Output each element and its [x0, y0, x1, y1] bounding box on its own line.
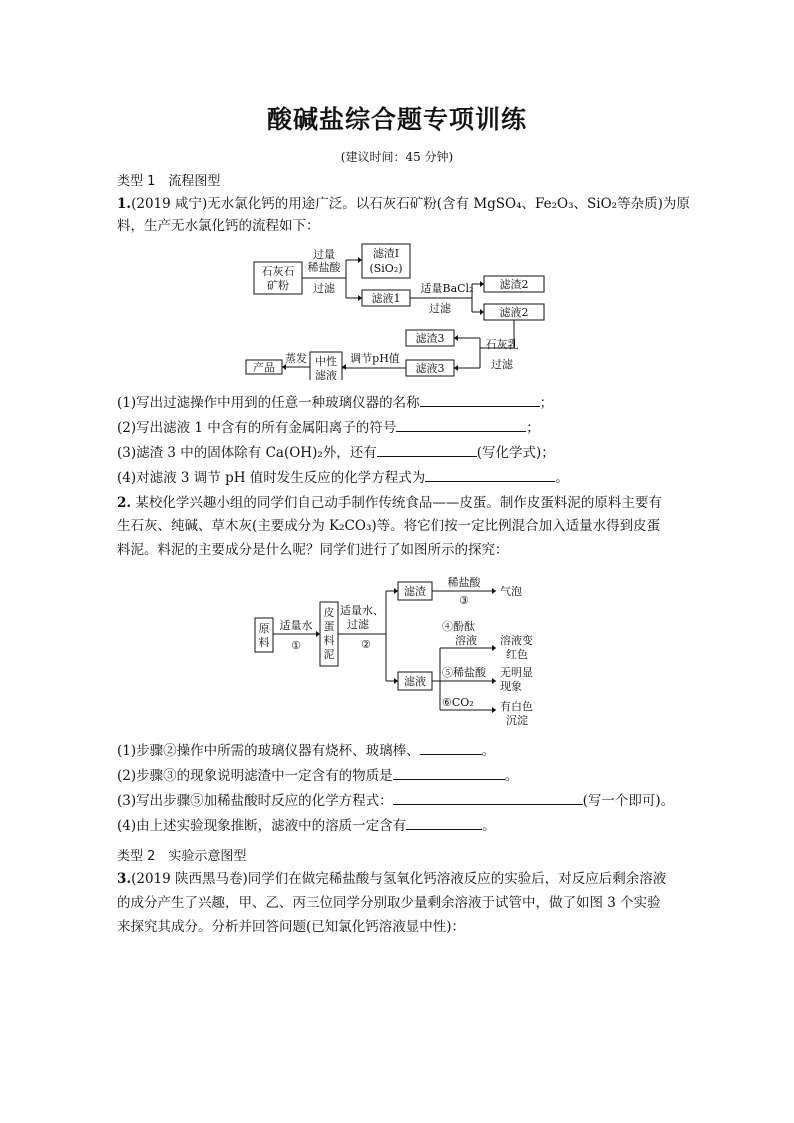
- q1-sub4: [117, 467, 569, 488]
- label-step1-num: ①: [291, 639, 301, 652]
- label-bubble: 气泡: [500, 585, 522, 598]
- section-type-1: 类型 1 流程图型: [117, 174, 221, 189]
- q2-sub3: [117, 790, 674, 811]
- q1-number: 1.: [117, 196, 132, 212]
- label-step2-b: 过滤: [347, 618, 369, 631]
- label-acid-num: ③: [459, 594, 469, 607]
- label-step2: 适量BaCl₂: [420, 282, 474, 295]
- q1-sub3: [117, 442, 555, 463]
- answer-blank[interactable]: [425, 467, 555, 482]
- q1-sub4-end: 。: [555, 470, 569, 486]
- label-step1-a: 过量: [313, 248, 335, 261]
- label-paste-1: 皮: [323, 606, 335, 619]
- label-product: 产品: [253, 361, 275, 374]
- section-type-2: 类型 2 实验示意图型: [117, 849, 247, 864]
- q2-sub2-end: 。: [504, 768, 519, 784]
- label-raw-2: 矿粉: [267, 279, 289, 292]
- q2-sub2-text: (2)步骤③的现象说明滤渣中一定含有的物质是: [117, 768, 393, 784]
- q2-sub2: [117, 765, 518, 786]
- answer-blank[interactable]: [393, 790, 583, 805]
- label-b4-b: 溶液: [455, 634, 477, 647]
- q1-sub3-text: (3)滤渣 3 中的固体除有 Ca(OH)₂外，还有: [117, 445, 377, 461]
- label-raw-1: 石灰石: [261, 265, 295, 278]
- q2-text-1: 某校化学兴趣小组的同学们自己动手制作传统食品——皮蛋。制作皮蛋料泥的原料主要有: [135, 495, 662, 511]
- q1-sub3-end: (写化学式)；: [476, 445, 555, 461]
- q2-sub3-text: (3)写出步骤⑤加稀盐酸时反应的化学方程式：: [117, 793, 393, 809]
- label-step1-b: 稀盐酸: [307, 261, 341, 274]
- label-raw-1: 原: [258, 622, 270, 635]
- q2-sub3-end: (写一个即可)。: [582, 793, 675, 809]
- label-filtrate-1: 滤液1: [371, 292, 401, 305]
- q2-sub4-end: 。: [482, 818, 496, 834]
- label-step1-filter: 过滤: [313, 282, 335, 295]
- label-neutral-1: 中性: [315, 355, 337, 368]
- q2-sub4-text: (4)由上述实验现象推断，滤液中的溶质一定含有: [117, 818, 407, 834]
- suggested-time: (建议时间：45 分钟): [340, 150, 454, 164]
- label-step1: 适量水: [279, 619, 313, 632]
- q3-line3: 来探究其成分。分析并回答问题(已知氯化钙溶液显中性)：: [117, 919, 466, 935]
- label-neutral-2: 滤液: [315, 369, 337, 380]
- label-r5-b: 现象: [500, 680, 522, 693]
- label-acid: 稀盐酸: [447, 576, 481, 589]
- label-filtrate-3: 滤液3: [415, 362, 445, 375]
- q2-line1: [117, 493, 662, 513]
- label-step2-filter: 过滤: [429, 302, 451, 315]
- label-step3: 石灰乳: [485, 338, 519, 351]
- label-paste-4: 泥: [323, 648, 335, 661]
- answer-blank[interactable]: [420, 392, 540, 407]
- q2-line2: 生石灰、纯碱、草木灰(主要成分为 K₂CO₃)等。将它们按一定比例混合加入适量水得到皮蛋: [117, 518, 661, 534]
- q2-flowchart: [250, 572, 550, 732]
- q1-sub1-end: ；: [539, 395, 554, 411]
- q1-line1: [117, 194, 690, 214]
- label-residue: 滤渣: [404, 585, 426, 598]
- label-residue-2: 滤渣2: [499, 278, 529, 291]
- q1-text-1: (2019 咸宁)无水氯化钙的用途广泛。以石灰石矿粉(含有 MgSO₄、Fe₂O₃、SiO₂等杂质)为原: [131, 196, 690, 212]
- q1-sub2-text: (2)写出滤液 1 中含有的所有金属阳离子的符号: [117, 420, 397, 436]
- label-filtrate-2: 滤液2: [499, 306, 529, 319]
- q2-line3: 料泥。料泥的主要成分是什么呢？同学们进行了如图所示的探究：: [117, 542, 509, 558]
- q1-sub2-end: ；: [526, 420, 540, 436]
- q1-sub1-text: (1)写出过滤操作中用到的任意一种玻璃仪器的名称: [117, 395, 420, 411]
- q1-sub1: [117, 392, 553, 413]
- label-b6: ⑥CO₂: [442, 696, 474, 709]
- label-r6-a: 有白色: [500, 700, 533, 713]
- label-b4-a: ④酚酞: [442, 620, 475, 633]
- answer-blank[interactable]: [393, 765, 505, 780]
- label-step5: 蒸发: [285, 352, 307, 365]
- label-raw-2: 料: [258, 636, 270, 649]
- q2-sub1-text: (1)步骤②操作中所需的玻璃仪器有烧杯、玻璃棒、: [117, 743, 420, 759]
- q2-sub4: [117, 815, 496, 836]
- answer-blank[interactable]: [396, 417, 526, 432]
- answer-blank[interactable]: [377, 442, 477, 457]
- label-b5: ⑤稀盐酸: [442, 666, 486, 679]
- q2-sub1: [117, 740, 495, 761]
- label-paste-2: 蛋: [323, 620, 335, 633]
- label-r5-a: 无明显: [500, 666, 533, 679]
- q3-line2: 的成分产生了兴趣，甲、乙、丙三位同学分别取少量剩余溶液于试管中，做了如图 3 个实验: [117, 895, 661, 911]
- q2-sub1-end: 。: [481, 743, 496, 759]
- label-r6-b: 沉淀: [506, 714, 528, 727]
- label-step3-filter: 过滤: [491, 358, 513, 371]
- label-residue-3: 滤渣3: [415, 332, 445, 345]
- label-r4-b: 红色: [506, 648, 528, 661]
- label-residue-1-sio2: (SiO₂): [369, 262, 403, 275]
- q3-line1: [117, 869, 666, 889]
- label-step4: 调节pH值: [350, 352, 400, 365]
- label-step2-num: ②: [361, 638, 371, 651]
- answer-blank[interactable]: [406, 815, 482, 830]
- answer-blank[interactable]: [420, 740, 482, 755]
- label-r4-a: 溶液变: [500, 634, 533, 647]
- q1-sub2: [117, 417, 540, 438]
- q3-number: 3.: [117, 871, 132, 887]
- label-residue-1: 滤渣I: [372, 247, 400, 260]
- q1-flowchart: [240, 240, 560, 380]
- label-paste-3: 料: [323, 634, 335, 647]
- q1-line2: 料，生产无水氯化钙的流程如下：: [117, 218, 320, 234]
- label-filtrate: 滤液: [404, 675, 426, 688]
- q3-text-1: (2019 陕西黑马卷)同学们在做完稀盐酸与氢氧化钙溶液反应的实验后，对反应后剩余溶液: [131, 871, 667, 887]
- label-step2-a: 适量水、: [340, 604, 384, 617]
- page-title: 酸碱盐综合题专项训练: [266, 105, 527, 134]
- q1-sub4-text: (4)对滤液 3 调节 pH 值时发生反应的化学方程式为: [117, 470, 426, 486]
- q2-number: 2.: [117, 495, 132, 511]
